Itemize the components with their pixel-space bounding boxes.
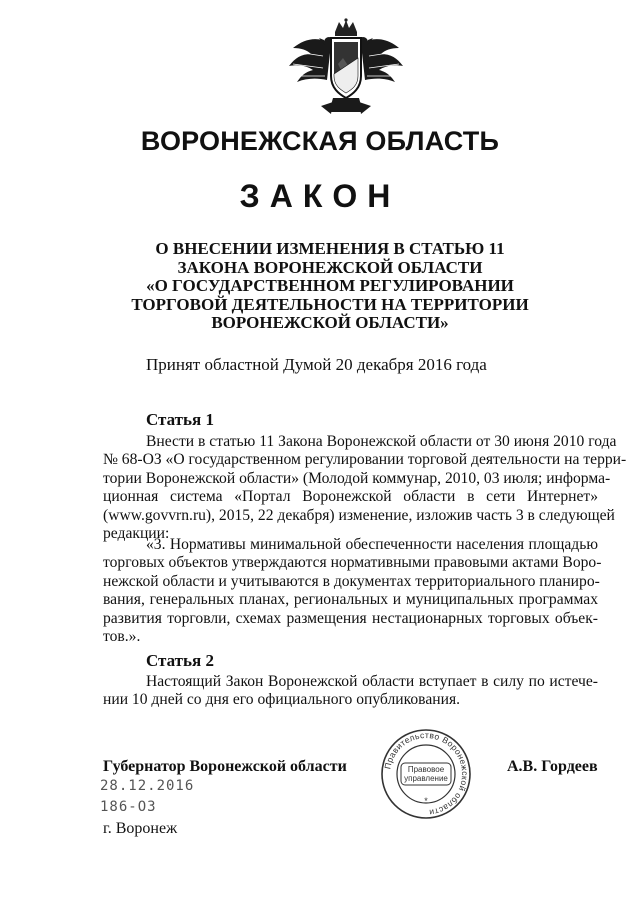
- text-line: нии 10 дней со дня его официального опубликования.: [103, 691, 461, 709]
- text-line: торговых объектов утверждаются нормативными правовыми актами Воро-: [103, 554, 602, 572]
- signing-city: г. Воронеж: [103, 820, 178, 837]
- region-title: ВОРОНЕЖСКАЯ ОБЛАСТЬ: [140, 126, 500, 156]
- text-line: вания, генеральных планах, региональных и муниципальных программах: [103, 591, 598, 609]
- text-line: нежской области и учитываются в документах территориального планиро-: [103, 572, 600, 590]
- text-line: развития торговли, схемах размещения нестационарных торговых объек-: [103, 609, 598, 627]
- article-2-heading: Статья 2: [146, 651, 214, 670]
- svg-text:*: *: [424, 796, 428, 806]
- law-title-line: ЗАКОНА ВОРОНЕЖСКОЙ ОБЛАСТИ: [177, 257, 483, 277]
- text-line: «3. Нормативы минимальной обеспеченности населения площадью: [146, 536, 598, 553]
- text-line: тории Воронежской области» (Молодой коммунар, 2010, 03 июля; информа-: [103, 469, 611, 487]
- text-line: редакции:: [103, 525, 170, 543]
- law-title-line: ВОРОНЕЖСКОЙ ОБЛАСТИ»: [211, 313, 449, 332]
- adoption-note: Принят областной Думой 20 декабря 2016 года: [146, 355, 487, 374]
- signatory-title: Губернатор Воронежской области: [103, 758, 347, 775]
- signing-date: 28.12.2016: [100, 778, 195, 794]
- text-line: Настоящий Закон Воронежской области вступает в силу по истече-: [146, 673, 598, 690]
- law-title-line: ТОРГОВОЙ ДЕЯТЕЛЬНОСТИ НА ТЕРРИТОРИИ: [131, 294, 529, 314]
- text-line: ционная система «Портал Воронежской области в сети Интернет»: [103, 488, 598, 506]
- article-1-paragraph-2: [103, 536, 602, 646]
- article-1-paragraph-1: [103, 433, 627, 543]
- stamp-inner-line-1: Правовое: [407, 765, 445, 774]
- coat-of-arms-icon: [283, 18, 409, 118]
- law-number: 186-ОЗ: [100, 799, 157, 815]
- law-title-line: О ВНЕСЕНИИ ИЗМЕНЕНИЯ В СТАТЬЮ 11: [155, 239, 505, 258]
- text-line: (www.govvrn.ru), 2015, 22 декабря) изменение, изложив часть 3 в следующей: [103, 506, 615, 524]
- stamp-inner-line-2: управление: [404, 774, 448, 783]
- text-line: тов.».: [103, 628, 141, 646]
- article-1-heading: Статья 1: [146, 410, 214, 429]
- stamp-outer-text: Правительство Воронежской области: [382, 729, 471, 818]
- text-line: № 68-ОЗ «О государственном регулировании торговой деятельности на терри-: [103, 451, 627, 469]
- law-title: [120, 240, 540, 333]
- law-title-line: «О ГОСУДАРСТВЕННОМ РЕГУЛИРОВАНИИ: [146, 276, 514, 295]
- article-2-paragraph: [103, 673, 598, 710]
- official-stamp-icon: [380, 728, 472, 820]
- document-type: ЗАКОН: [239, 178, 401, 214]
- text-line: Внести в статью 11 Закона Воронежской области от 30 июня 2010 года: [146, 433, 617, 450]
- signatory-name: А.В. Гордеев: [507, 758, 598, 775]
